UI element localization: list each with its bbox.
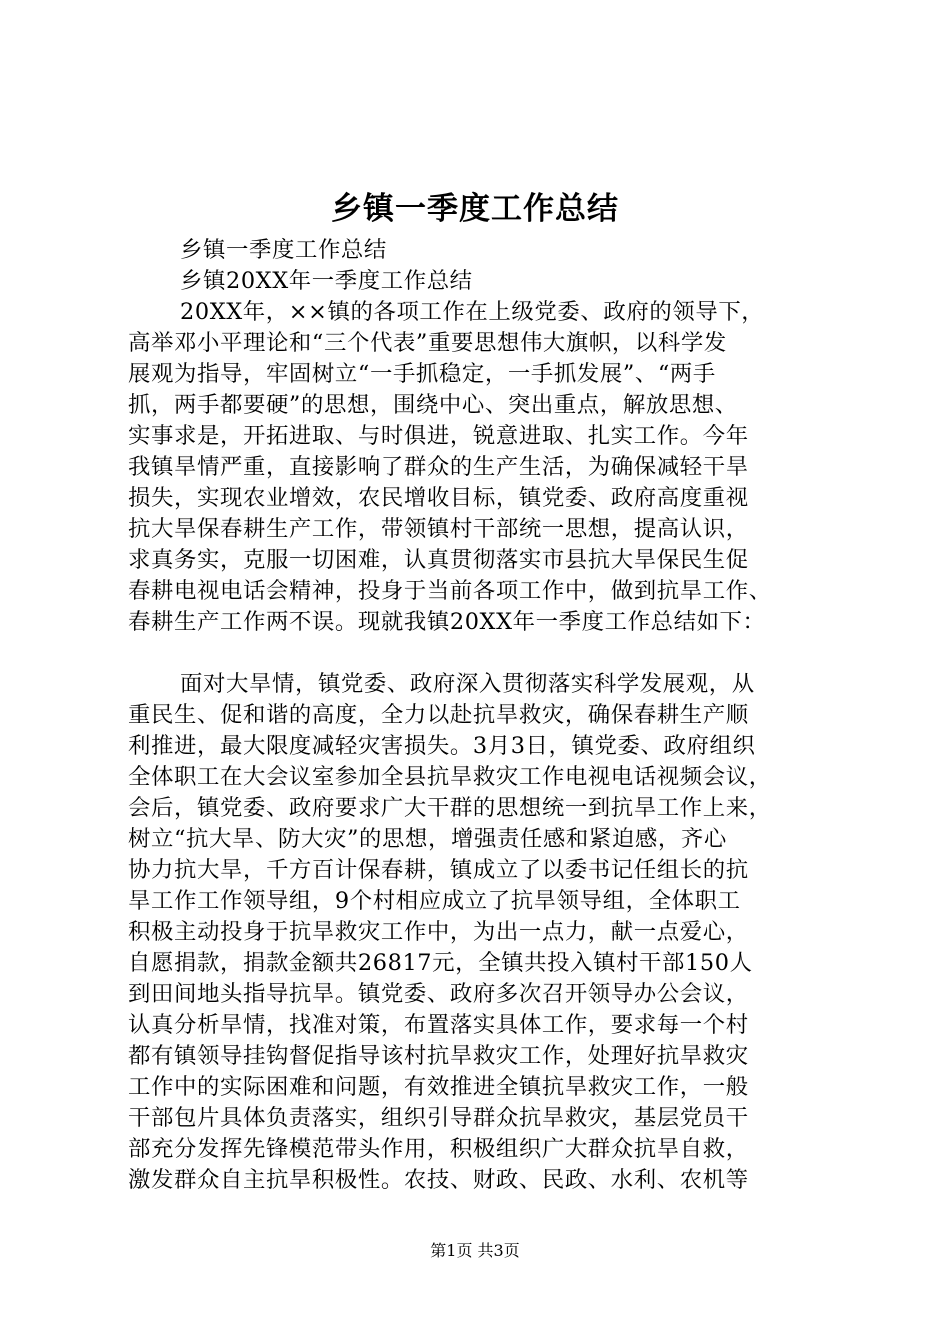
- document-title: 乡镇一季度工作总结: [331, 191, 619, 227]
- paragraph-line: 抗大旱保春耕生产工作，带领镇村干部统一思想，提高认识，: [128, 516, 749, 542]
- paragraph-line: 自愿捐款，捐款金额共26817元，全镇共投入镇村干部150人: [128, 950, 753, 976]
- paragraph-line: 激发群众自主抗旱积极性。农技、财政、民政、水利、农机等: [128, 1167, 749, 1193]
- paragraph-line: 树立“抗大旱、防大灾”的思想，增强责任感和紧迫感，齐心: [128, 826, 727, 852]
- paragraph-line: 求真务实，克服一切困难，认真贯彻落实市县抗大旱保民生促: [128, 547, 749, 573]
- subtitle-line: 乡镇一季度工作总结: [180, 237, 387, 263]
- paragraph-line: 抓，两手都要硬”的思想，围绕中心、突出重点，解放思想、: [128, 392, 738, 418]
- paragraph-spacer: [128, 638, 848, 669]
- paragraph-line: 部充分发挥先锋模范带头作用，积极组织广大群众抗旱自救，: [128, 1136, 749, 1162]
- paragraph-line: 认真分析旱情，找准对策，布置落实具体工作，要求每一个村: [128, 1012, 749, 1038]
- paragraph-line: 重民生、促和谐的高度，全力以赴抗旱救灾，确保春耕生产顺: [128, 702, 749, 728]
- paragraph-line: 到田间地头指导抗旱。镇党委、政府多次召开领导办公会议，: [128, 981, 749, 1007]
- paragraph-line: 旱工作工作领导组，9个村相应成立了抗旱领导组，全体职工: [128, 888, 741, 914]
- paragraph-line: 损失，实现农业增效，农民增收目标，镇党委、政府高度重视: [128, 485, 749, 511]
- paragraph-line: 积极主动投身于抗旱救灾工作中，为出一点力，献一点爱心，: [128, 919, 749, 945]
- paragraph-line: 展观为指导，牢固树立“一手抓稳定，一手抓发展”、“两手: [128, 361, 716, 387]
- paragraph-line: 利推进，最大限度减轻灾害损失。3月3日，镇党委、政府组织: [128, 733, 756, 759]
- paragraph-line: 我镇旱情严重，直接影响了群众的生产生活，为确保减轻干旱: [128, 454, 749, 480]
- paragraph-line: 实事求是，开拓进取、与时俱进，锐意进取、扎实工作。今年: [128, 423, 749, 449]
- document-body: [128, 235, 848, 1196]
- paragraph-line: 都有镇领导挂钩督促指导该村抗旱救灾工作，处理好抗旱救灾: [128, 1043, 749, 1069]
- paragraph-line: 20XX年，××镇的各项工作在上级党委、政府的领导下，: [180, 299, 765, 325]
- paragraph-line: 协力抗大旱，千方百计保春耕，镇成立了以委书记任组长的抗: [128, 857, 749, 883]
- paragraph-line: 全体职工在大会议室参加全县抗旱救灾工作电视电话视频会议，: [128, 764, 772, 790]
- paragraph-line: 干部包片具体负责落实，组织引导群众抗旱救灾，基层党员干: [128, 1105, 749, 1131]
- paragraph-1: [128, 297, 848, 638]
- paragraph-line: 面对大旱情，镇党委、政府深入贯彻落实科学发展观，从: [180, 671, 755, 697]
- subtitle-line: 乡镇20XX年一季度工作总结: [180, 268, 473, 294]
- paragraph-line: 工作中的实际困难和问题，有效推进全镇抗旱救灾工作，一般: [128, 1074, 749, 1100]
- paragraph-line: 高举邓小平理论和“三个代表”重要思想伟大旗帜，以科学发: [128, 330, 727, 356]
- paragraph-line: 春耕电视电话会精神，投身于当前各项工作中，做到抗旱工作、: [128, 578, 772, 604]
- page-number-footer: 第1页 共3页: [430, 1241, 520, 1260]
- paragraph-line: 会后，镇党委、政府要求广大干群的思想统一到抗旱工作上来，: [128, 795, 772, 821]
- paragraph-2: [128, 669, 848, 1196]
- paragraph-line: 春耕生产工作两不误。现就我镇20XX年一季度工作总结如下：: [128, 609, 766, 635]
